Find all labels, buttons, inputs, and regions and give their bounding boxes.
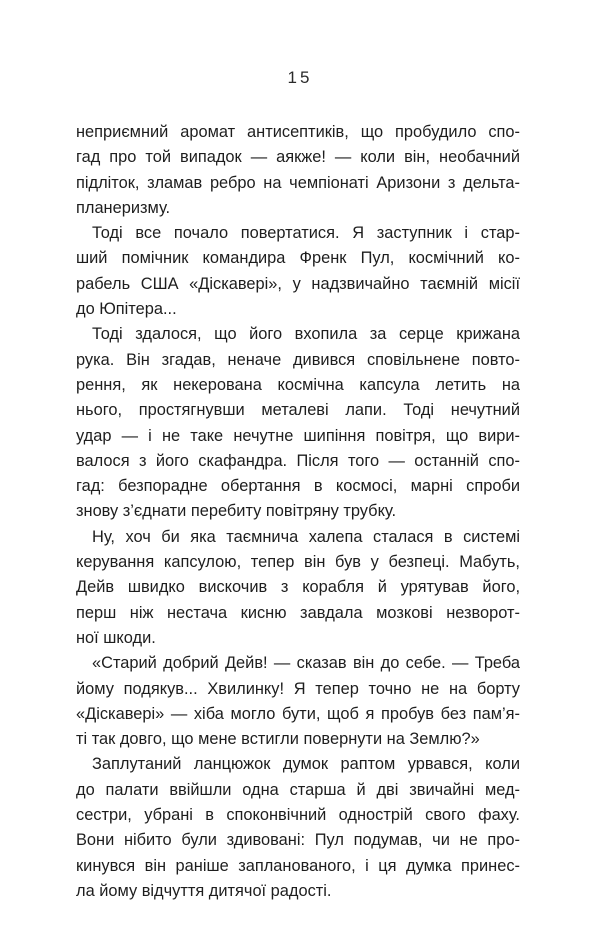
- page-number: 15: [287, 68, 313, 87]
- paragraph: [76, 525, 520, 651]
- text-line: підліток, зламав ребро на чемпіонаті Аризони з дельта-: [76, 173, 520, 192]
- text-line: удар — і не таке нечутне шипіння повітря, що вири-: [76, 426, 520, 445]
- text-line: Заплутаний ланцюжок думок раптом урвався, коли: [92, 755, 520, 774]
- text-line: ті так довго, що мене встигли повернути на Землю?»: [76, 730, 480, 749]
- text-line: до Юпітера...: [76, 300, 177, 319]
- text-line: ший помічник командира Френк Пул, космічний ко-: [76, 249, 520, 268]
- text-line: Тоді все почало повертатися. Я заступник і стар-: [92, 224, 520, 243]
- text-line: гад про той випадок — аякже! — коли він, необачний: [76, 148, 520, 167]
- text-line: йому подякув... Хвилинку! Я тепер точно не на борту: [76, 679, 520, 698]
- text-line: рення, як некерована космічна капсула летить на: [76, 375, 520, 394]
- paragraph: [76, 221, 520, 322]
- text-line: кинувся він раніше запланованого, і ця думка принес-: [76, 856, 520, 875]
- text-line: Вони нібито були здивовані: Пул подумав, чи не про-: [76, 831, 520, 850]
- text-line: планеризму.: [76, 198, 171, 217]
- text-line: гад: безпорадне обертання в космосі, марні спроби: [76, 477, 520, 496]
- text-line: ної шкоди.: [76, 628, 156, 647]
- text-line: валося з його скафандра. Після того — останній спо-: [76, 451, 520, 470]
- text-line: сестри, убрані в споконвічний однострій свого фаху.: [76, 806, 520, 825]
- text-line: «Старий добрий Дейв! — сказав він до себе. — Треба: [92, 654, 520, 673]
- text-line: «Діскавері» — хіба могло бути, щоб я пробув без пам’я-: [76, 704, 520, 723]
- text-line: Ну, хоч би яка таємнича халепа сталася в системі: [92, 527, 520, 546]
- text-line: Тоді здалося, що його вхопила за серце крижана: [92, 325, 520, 344]
- text-line: рука. Він згадав, неначе дивився сповільнене повто-: [76, 350, 520, 369]
- text-line: нього, простягнувши металеві лапи. Тоді нечутний: [76, 401, 520, 420]
- paragraph: [76, 120, 520, 221]
- text-line: керування капсулою, тепер він був у безпеці. Мабуть,: [76, 553, 520, 572]
- text-line: ла йому відчуття дитячої радості.: [76, 881, 332, 900]
- text-line: знову з’єднати перебиту повітряну трубку.: [76, 502, 397, 521]
- paragraph: [76, 752, 520, 904]
- text-line: неприємний аромат антисептиків, що пробудило спо-: [76, 123, 520, 141]
- text-line: до палати ввійшли одна старша й дві звичайні мед-: [76, 780, 520, 799]
- paragraph: [76, 651, 520, 752]
- text-line: Дейв швидко вискочив з корабля й урятував його,: [76, 578, 520, 597]
- body-text: [76, 120, 520, 904]
- paragraph: [76, 322, 520, 524]
- text-line: перш ніж нестача кисню завдала мозкові незворот-: [76, 603, 520, 622]
- text-line: рабель США «Діскавері», у надзвичайно таємній місії: [76, 274, 520, 293]
